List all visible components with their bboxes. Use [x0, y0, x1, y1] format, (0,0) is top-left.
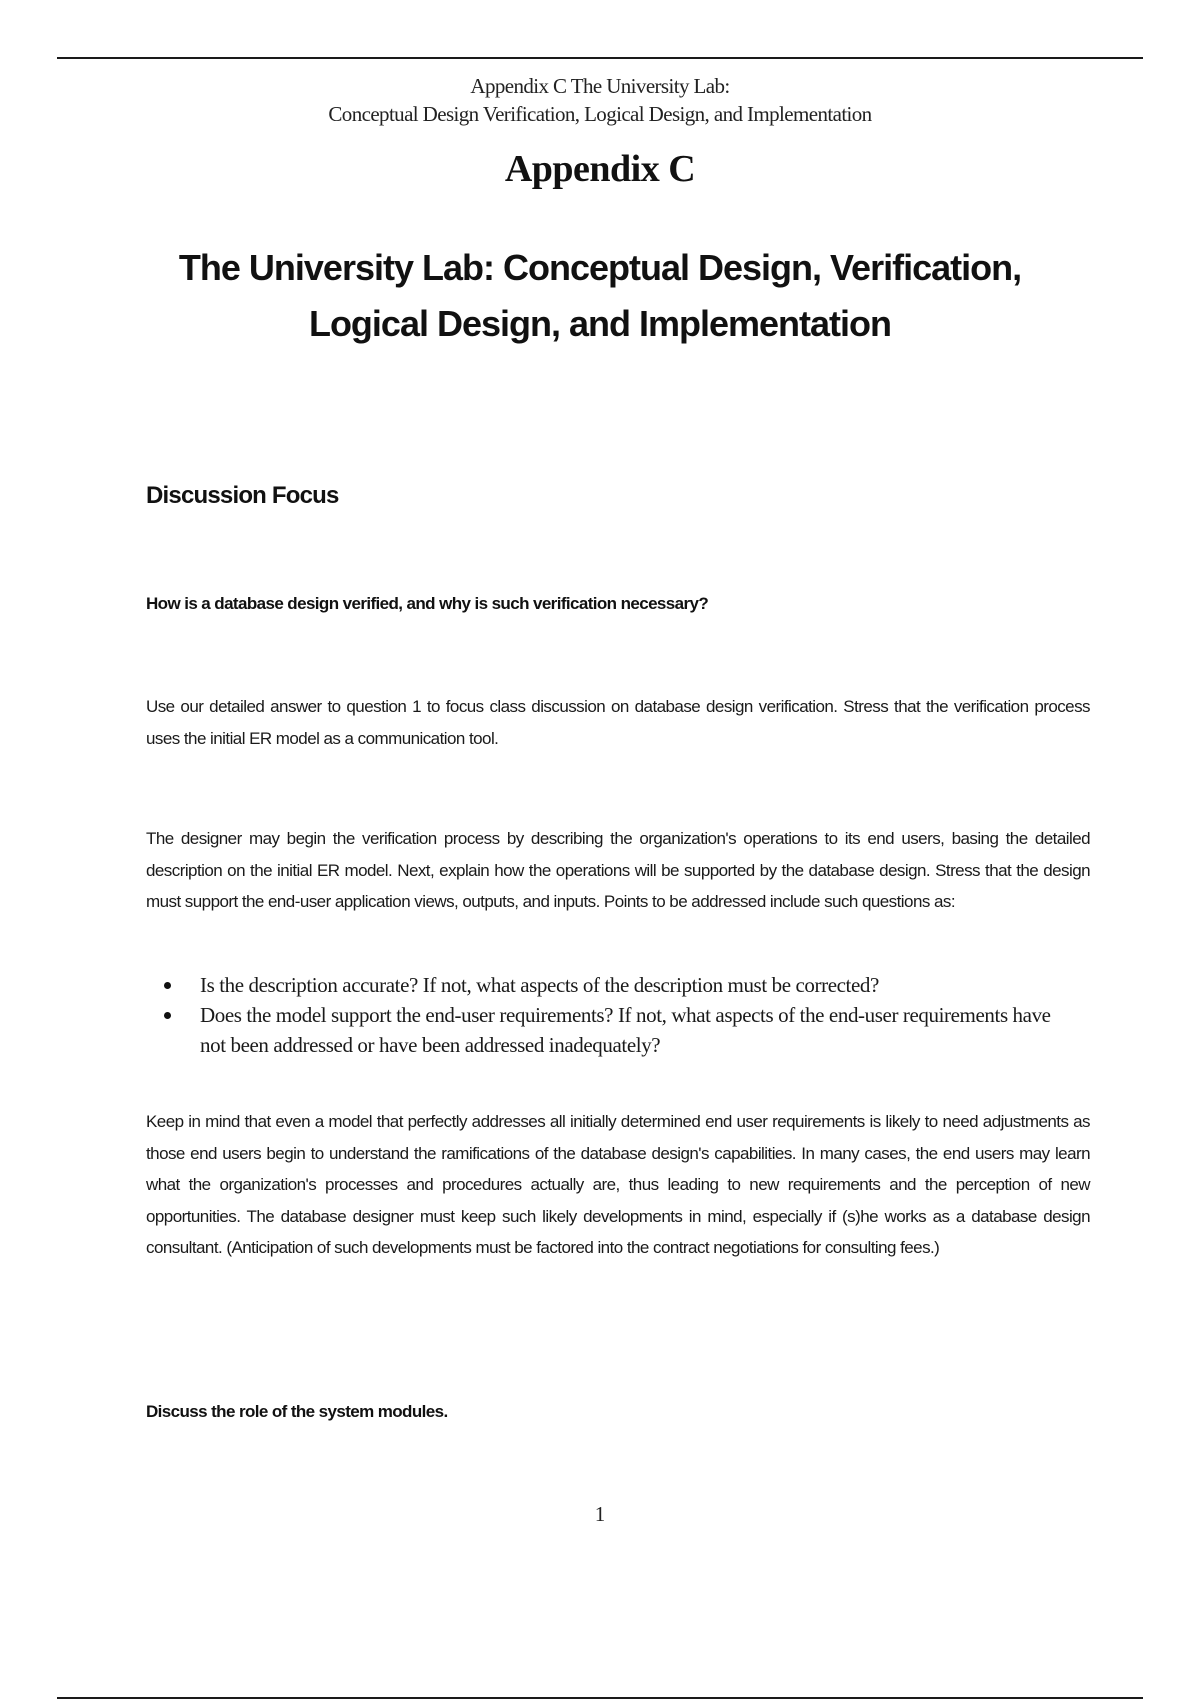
- bullet-item: [160, 1000, 1080, 1060]
- running-header: [0, 72, 1200, 128]
- paragraph-1: Use our detailed answer to question 1 to focus class discussion on database design verification. Stress that the verification process uses the initial ER model as a communication tool.: [146, 697, 1090, 748]
- page-title-line-2: Logical Design, and Implementation: [308, 303, 892, 344]
- bullet-dot-icon: [164, 982, 171, 989]
- appendix-label: Appendix C: [504, 148, 696, 190]
- page-number: 1: [594, 1502, 606, 1526]
- paragraph-2: The designer may begin the verification process by describing the organization's operations to its end users, basing the detailed description on the initial ER model. Next, explain how the operations will be supported by the database design. Stress that the design must support the end-user application views, outputs, and inputs. Points to be addressed include such questions as:: [146, 829, 1090, 911]
- paragraph-3: Keep in mind that even a model that perfectly addresses all initially determined end user requirements is likely to need adjustments as those end users begin to understand the ramifications of the database design's capabilities. In many cases, the end users may learn what the organization's processes and procedures actually are, thus leading to new requirements and the perception of new opportunities. The database designer must keep such likely developments in mind, especially if (s)he works as a database design consultant. (Anticipation of such developments must be factored into the contract negotiations for consulting fees.): [146, 1112, 1090, 1257]
- running-header-line-2: Conceptual Design Verification, Logical Design, and Implementation: [328, 102, 872, 126]
- discussion-question-2: Discuss the role of the system modules.: [146, 1402, 448, 1421]
- page-title: [100, 240, 1100, 352]
- bullet-list: [160, 970, 1080, 1060]
- top-rule: [57, 57, 1143, 59]
- bullet-item-text: Does the model support the end-user requirements? If not, what aspects of the end-user requirements have not been addressed or have been addressed inadequately?: [200, 1003, 1051, 1057]
- bullet-dot-icon: [164, 1012, 171, 1019]
- bullet-item: [160, 970, 1080, 1000]
- bottom-rule: [57, 1697, 1143, 1699]
- running-header-line-1: Appendix C The University Lab:: [470, 74, 730, 98]
- page-title-line-1: The University Lab: Conceptual Design, Verification,: [178, 247, 1022, 288]
- bullet-item-text: Is the description accurate? If not, what aspects of the description must be corrected?: [200, 973, 879, 997]
- section-heading: Discussion Focus: [146, 482, 339, 509]
- discussion-question-1: How is a database design verified, and why is such verification necessary?: [146, 594, 709, 613]
